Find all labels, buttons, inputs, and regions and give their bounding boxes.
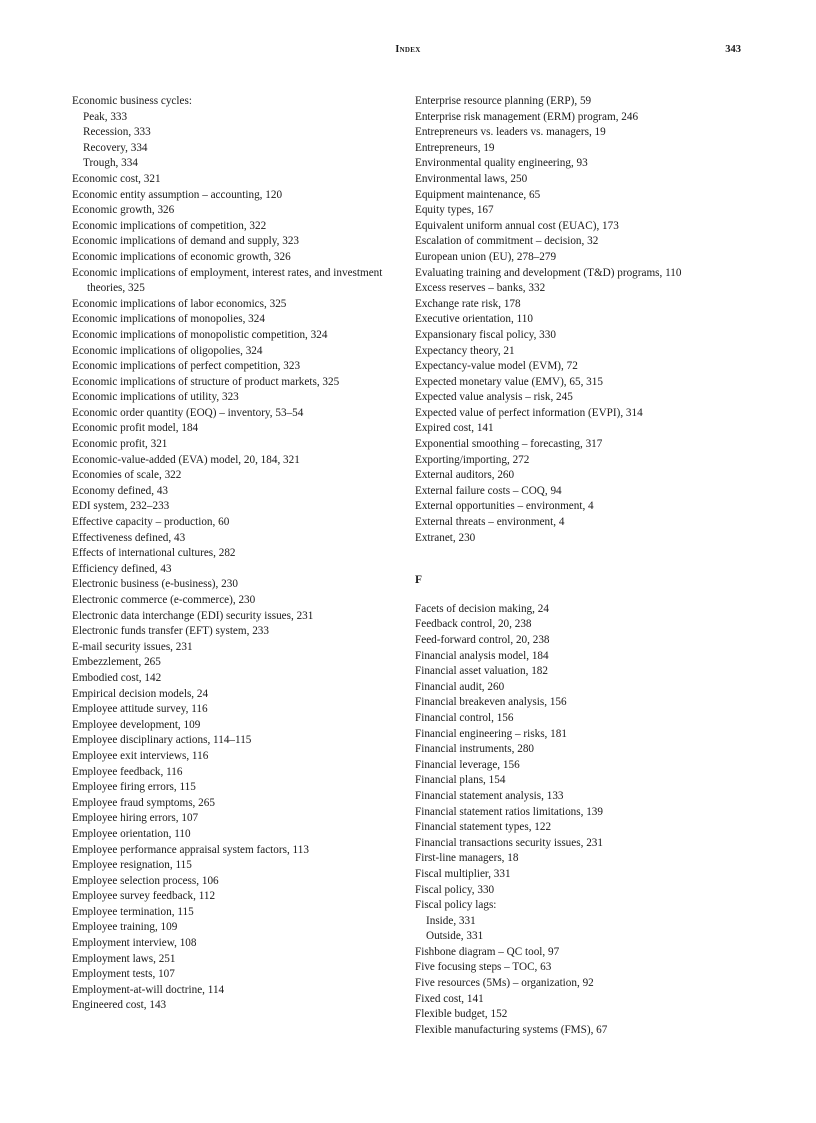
index-entry: Employee selection process, 106 bbox=[72, 874, 219, 887]
index-entry: Efficiency defined, 43 bbox=[72, 562, 172, 575]
index-entry: Expected value analysis – risk, 245 bbox=[415, 391, 573, 404]
index-entry: External failure costs – COQ, 94 bbox=[415, 484, 562, 497]
index-section-e bbox=[415, 94, 735, 546]
index-entry: Financial asset valuation, 182 bbox=[415, 665, 548, 678]
index-subentry: Recovery, 334 bbox=[83, 141, 148, 154]
index-entry: EDI system, 232–233 bbox=[72, 500, 170, 513]
index-entry: Excess reserves – banks, 332 bbox=[415, 282, 546, 295]
index-entry: Electronic business (e-business), 230 bbox=[72, 578, 238, 591]
index-entry: Economic implications of oligopolies, 324 bbox=[72, 344, 263, 357]
index-entry: Financial statement ratios limitations, 139 bbox=[415, 805, 603, 818]
index-entry: Financial instruments, 280 bbox=[415, 743, 535, 756]
index-entry: Electronic funds transfer (EFT) system, 233 bbox=[72, 625, 269, 638]
index-entry: Employee orientation, 110 bbox=[72, 827, 191, 840]
index-entry: Flexible budget, 152 bbox=[415, 1008, 508, 1021]
index-entry: Economic implications of demand and supply, 323 bbox=[72, 235, 300, 248]
index-entry: Facets of decision making, 24 bbox=[415, 602, 549, 615]
index-entry: Economic implications of economic growth, 326 bbox=[72, 250, 291, 263]
index-entry: Electronic data interchange (EDI) security issues, 231 bbox=[72, 609, 314, 622]
index-entry: Employee resignation, 115 bbox=[72, 859, 192, 872]
index-entry: Economies of scale, 322 bbox=[72, 469, 182, 482]
index-entry: External threats – environment, 4 bbox=[415, 516, 565, 529]
index-entry: Employee training, 109 bbox=[72, 921, 178, 934]
index-entry: Employee performance appraisal system factors, 113 bbox=[72, 843, 309, 856]
index-entry: Financial engineering – risks, 181 bbox=[415, 727, 567, 740]
index-entry: Economic-value-added (EVA) model, 20, 184, 321 bbox=[72, 453, 300, 466]
running-head: Index bbox=[395, 44, 421, 55]
index-entry: Fiscal policy lags: bbox=[415, 899, 497, 912]
index-subentry: Peak, 333 bbox=[83, 110, 128, 123]
index-entry: Economic implications of utility, 323 bbox=[72, 391, 239, 404]
index-entry: Electronic commerce (e-commerce), 230 bbox=[72, 594, 256, 606]
index-entry: Fishbone diagram – QC tool, 97 bbox=[415, 945, 560, 958]
index-subentry: Outside, 331 bbox=[426, 930, 484, 943]
index-column-right bbox=[415, 94, 735, 1038]
index-entry: Economic cost, 321 bbox=[72, 172, 161, 185]
index-entry: Employee firing errors, 115 bbox=[72, 781, 196, 794]
index-entry: Economic implications of perfect competition, 323 bbox=[72, 360, 301, 373]
page-number: 343 bbox=[725, 44, 741, 55]
index-entry: Financial audit, 260 bbox=[415, 680, 505, 693]
index-entry: Financial control, 156 bbox=[415, 711, 514, 724]
index-entry: Enterprise risk management (ERM) program, 246 bbox=[415, 110, 639, 123]
index-entry: First-line managers, 18 bbox=[415, 852, 519, 865]
index-entry: Equipment maintenance, 65 bbox=[415, 188, 541, 201]
index-entry: Equivalent uniform annual cost (EUAC), 173 bbox=[415, 219, 619, 232]
index-entry: External opportunities – environment, 4 bbox=[415, 500, 594, 513]
index-entry: Effectiveness defined, 43 bbox=[72, 531, 186, 544]
index-entry: Employment-at-will doctrine, 114 bbox=[72, 983, 225, 996]
index-entry: Economic profit model, 184 bbox=[72, 422, 199, 435]
index-entry: Economic growth, 326 bbox=[72, 204, 175, 217]
index-entry: Effective capacity – production, 60 bbox=[72, 516, 230, 529]
index-entry: Embezzlement, 265 bbox=[72, 656, 161, 669]
index-entry: Economic implications of monopolistic competition, 324 bbox=[72, 328, 328, 341]
index-entry: Equity types, 167 bbox=[415, 204, 494, 217]
index-entry: Employee survey feedback, 112 bbox=[72, 890, 216, 903]
index-entry: Financial plans, 154 bbox=[415, 774, 506, 787]
index-entry: Expected monetary value (EMV), 65, 315 bbox=[415, 375, 603, 388]
index-entry: Employee exit interviews, 116 bbox=[72, 749, 209, 762]
index-subentry: Recession, 333 bbox=[83, 126, 151, 139]
index-entry: Expected value of perfect information (EVPI), 314 bbox=[415, 406, 643, 419]
index-entry: Feedback control, 20, 238 bbox=[415, 618, 532, 631]
index-entry: Fiscal policy, 330 bbox=[415, 883, 495, 896]
index-entry: Exchange rate risk, 178 bbox=[415, 297, 521, 310]
index-entry: Environmental quality engineering, 93 bbox=[415, 157, 588, 170]
index-section-f bbox=[415, 602, 735, 1039]
index-subentry: Trough, 334 bbox=[83, 157, 138, 170]
index-entry: Executive orientation, 110 bbox=[415, 313, 533, 326]
index-entry: Economic implications of labor economics, 325 bbox=[72, 297, 287, 310]
index-entry: Five focusing steps – TOC, 63 bbox=[415, 961, 552, 974]
index-entry: Economy defined, 43 bbox=[72, 484, 169, 497]
index-entry: Economic profit, 321 bbox=[72, 438, 168, 451]
index-entry: Economic implications of monopolies, 324 bbox=[72, 313, 265, 326]
index-entry: Engineered cost, 143 bbox=[72, 999, 167, 1012]
index-entry: Five resources (5Ms) – organization, 92 bbox=[415, 977, 594, 990]
index-entry: Financial analysis model, 184 bbox=[415, 649, 549, 662]
index-entry: Economic business cycles: bbox=[72, 95, 192, 107]
index-entry: European union (EU), 278–279 bbox=[415, 250, 557, 263]
index-entry: Economic implications of employment, interest rates, and investment theories, 325 bbox=[72, 266, 383, 295]
index-entry: Exponential smoothing – forecasting, 317 bbox=[415, 438, 603, 451]
index-entry: Financial statement types, 122 bbox=[415, 821, 552, 834]
index-entry: Enterprise resource planning (ERP), 59 bbox=[415, 95, 592, 107]
index-entry: Fixed cost, 141 bbox=[415, 992, 484, 1005]
index-entry: Employee fraud symptoms, 265 bbox=[72, 796, 215, 809]
index-entry: Effects of international cultures, 282 bbox=[72, 547, 236, 560]
index-entry: Economic implications of structure of product markets, 325 bbox=[72, 375, 340, 388]
index-entry: Exporting/importing, 272 bbox=[415, 453, 530, 466]
index-entry: Financial breakeven analysis, 156 bbox=[415, 696, 567, 709]
index-entry: External auditors, 260 bbox=[415, 469, 515, 482]
index-entry: Employment laws, 251 bbox=[72, 952, 176, 965]
index-entry: Financial transactions security issues, 231 bbox=[415, 836, 603, 849]
index-entry: Employee feedback, 116 bbox=[72, 765, 183, 778]
index-entry: Feed-forward control, 20, 238 bbox=[415, 634, 550, 646]
index-entry: Employment tests, 107 bbox=[72, 968, 175, 981]
index-entry: Financial statement analysis, 133 bbox=[415, 789, 564, 802]
index-subentry: Inside, 331 bbox=[426, 914, 476, 927]
index-entry: Employment interview, 108 bbox=[72, 937, 197, 950]
index-entry: Employee termination, 115 bbox=[72, 905, 194, 918]
page-header bbox=[0, 44, 816, 58]
index-entry: Employee attitude survey, 116 bbox=[72, 703, 208, 716]
index-entry: Employee disciplinary actions, 114–115 bbox=[72, 734, 252, 747]
index-column-left bbox=[72, 94, 387, 1014]
index-entry: Entrepreneurs vs. leaders vs. managers, 19 bbox=[415, 126, 606, 139]
index-entry: Economic entity assumption – accounting, 120 bbox=[72, 188, 283, 201]
index-entry: E-mail security issues, 231 bbox=[72, 640, 193, 653]
index-entry: Escalation of commitment – decision, 32 bbox=[415, 235, 599, 248]
index-entry: Environmental laws, 250 bbox=[415, 172, 528, 185]
index-entry: Expansionary fiscal policy, 330 bbox=[415, 328, 556, 341]
index-entry: Economic implications of competition, 322 bbox=[72, 219, 267, 232]
index-entry: Employee hiring errors, 107 bbox=[72, 812, 199, 825]
index-entry: Embodied cost, 142 bbox=[72, 671, 162, 684]
index-entry: Entrepreneurs, 19 bbox=[415, 141, 495, 154]
index-entry: Financial leverage, 156 bbox=[415, 758, 520, 771]
index-entry: Expired cost, 141 bbox=[415, 422, 494, 435]
index-entry: Fiscal multiplier, 331 bbox=[415, 867, 511, 880]
index-entry: Extranet, 230 bbox=[415, 531, 476, 544]
index-entry: Economic order quantity (EOQ) – inventory, 53–54 bbox=[72, 406, 304, 419]
section-letter-f: F bbox=[415, 574, 423, 587]
index-entry: Empirical decision models, 24 bbox=[72, 687, 209, 700]
index-entry: Flexible manufacturing systems (FMS), 67 bbox=[415, 1023, 608, 1036]
index-entry: Expectancy theory, 21 bbox=[415, 344, 515, 357]
index-entry: Expectancy-value model (EVM), 72 bbox=[415, 360, 578, 373]
index-entry: Evaluating training and development (T&D) programs, 110 bbox=[415, 266, 682, 279]
index-entry: Employee development, 109 bbox=[72, 718, 201, 731]
